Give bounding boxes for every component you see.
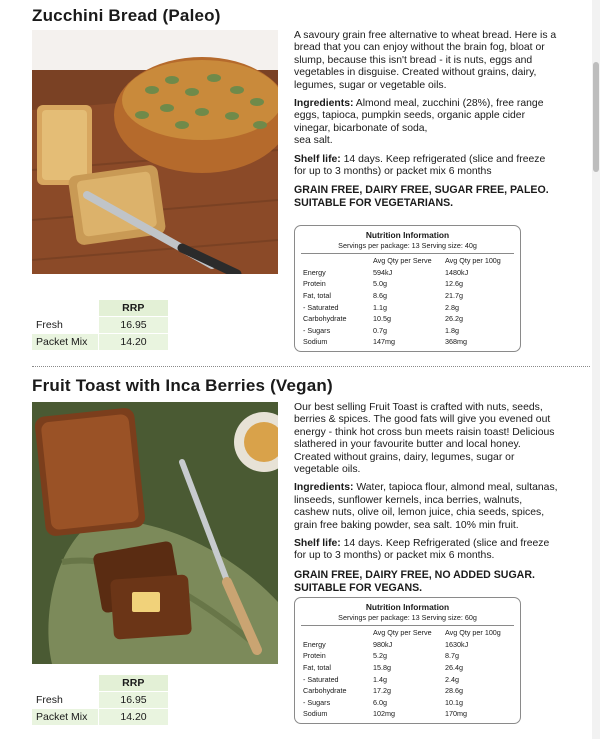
nutrition-title: Nutrition Information bbox=[365, 602, 450, 612]
shelf-life-text bbox=[294, 538, 560, 563]
col-per-100g: Avg Qty per 100g bbox=[445, 256, 501, 266]
rrp-header: RRP bbox=[99, 300, 169, 317]
rrp-item-price: 14.20 bbox=[99, 709, 169, 726]
nutrient-per-serve: 5.0g bbox=[373, 279, 387, 289]
nutrition-row bbox=[295, 639, 520, 651]
rrp-item-name: Packet Mix bbox=[32, 709, 99, 726]
nutrient-name: Protein bbox=[303, 651, 326, 661]
nutrient-per-serve: 8.6g bbox=[373, 291, 387, 301]
shelf-life-value: 14 days. Keep refrigerated (slice and freeze for up to 3 months) or packet mix 6 months bbox=[294, 153, 546, 178]
col-per-100g: Avg Qty per 100g bbox=[445, 628, 501, 638]
ingredients-list: Water, tapioca flour, almond meal, sultanas, linseeds, sunflower kernels, inca berries, walnuts, cashew nuts, olive oil, lemon juice, chia seeds, spices, grain free baking powder, sea salt. 10% min fruit. bbox=[294, 482, 558, 531]
nutrient-per-serve: 102mg bbox=[373, 709, 395, 719]
nutrient-name: Fat, total bbox=[303, 663, 331, 673]
product-title: Fruit Toast with Inca Berries (Vegan) bbox=[32, 376, 333, 395]
scrollbar-thumb[interactable] bbox=[593, 62, 599, 172]
shelf-life-label: Shelf life: bbox=[294, 153, 341, 165]
ingredients-text bbox=[294, 482, 560, 532]
rrp-item-price: 16.95 bbox=[99, 692, 169, 709]
product-description-block bbox=[294, 30, 560, 216]
nutrient-name: Sodium bbox=[303, 709, 328, 719]
nutrient-name: Carbohydrate bbox=[303, 314, 347, 324]
nutrient-per-100g: 8.7g bbox=[445, 651, 459, 661]
nutrition-panel bbox=[294, 225, 521, 352]
ingredients-label: Ingredients: bbox=[294, 98, 354, 110]
rrp-header-row bbox=[32, 300, 168, 317]
nutrition-servings: Servings per package: 13 Serving size: 60g bbox=[301, 613, 514, 626]
product-title: Zucchini Bread (Paleo) bbox=[32, 6, 221, 25]
nutrient-name: - Sugars bbox=[303, 697, 331, 707]
product-description: A savoury grain free alternative to wheat bread. Here is a bread that you can enjoy without the brain fog, bloat or slump, because this isn't bread - it is nuts, eggs and vegetables in disguise. Created without grains, dairy, legumes, sugar or vegetable oils. bbox=[294, 30, 557, 91]
nutrient-per-serve: 0.7g bbox=[373, 325, 387, 335]
nutrient-per-100g: 26.2g bbox=[445, 314, 463, 324]
nutrition-title: Nutrition Information bbox=[365, 230, 450, 240]
rrp-price-table bbox=[32, 675, 168, 726]
nutrition-header-row bbox=[295, 255, 520, 267]
nutrient-per-100g: 1630kJ bbox=[445, 639, 469, 649]
ingredients-label: Ingredients: bbox=[294, 482, 354, 494]
rrp-row bbox=[32, 709, 168, 726]
nutrient-name: Protein bbox=[303, 279, 326, 289]
nutrient-per-serve: 1.1g bbox=[373, 302, 387, 312]
nutrient-name: Carbohydrate bbox=[303, 686, 347, 696]
nutrient-per-serve: 147mg bbox=[373, 337, 395, 347]
nutrient-per-serve: 1.4g bbox=[373, 674, 387, 684]
col-per-serve: Avg Qty per Serve bbox=[373, 256, 432, 266]
nutrient-per-100g: 368mg bbox=[445, 337, 467, 347]
nutrient-per-serve: 980kJ bbox=[373, 639, 393, 649]
nutrition-row bbox=[295, 267, 520, 279]
rrp-item-price: 16.95 bbox=[99, 317, 169, 334]
nutrient-per-100g: 28.6g bbox=[445, 686, 463, 696]
nutrient-per-serve: 594kJ bbox=[373, 267, 393, 277]
vertical-scrollbar[interactable] bbox=[592, 0, 600, 739]
shelf-life-text bbox=[294, 154, 560, 179]
rrp-item-name: Fresh bbox=[32, 692, 99, 709]
rrp-row bbox=[32, 334, 168, 351]
nutrient-per-100g: 2.8g bbox=[445, 302, 459, 312]
zucchini-bread-photo bbox=[32, 30, 278, 274]
nutrient-per-100g: 1480kJ bbox=[445, 267, 469, 277]
ingredients-list-end: sea salt. bbox=[294, 135, 333, 147]
nutrient-per-serve: 6.0g bbox=[373, 697, 387, 707]
dietary-claims: GRAIN FREE, DAIRY FREE, SUGAR FREE, PALEO. SUITABLE FOR VEGETARIANS. bbox=[294, 184, 549, 210]
rrp-item-name: Packet Mix bbox=[32, 334, 99, 351]
section-divider bbox=[32, 366, 590, 367]
nutrient-name: Sodium bbox=[303, 337, 328, 347]
nutrient-name: Fat, total bbox=[303, 291, 331, 301]
nutrient-per-100g: 1.8g bbox=[445, 325, 459, 335]
nutrition-servings: Servings per package: 13 Serving size: 40g bbox=[301, 241, 514, 254]
shelf-life-value: 14 days. Keep Refrigerated (slice and freeze for up to 3 months) or packet mix 6 months. bbox=[294, 538, 550, 562]
ingredients-list: Almond meal, zucchini (28%), free range eggs, tapioca, pumpkin seeds, organic apple cider vinegar, bicarbonate of soda, bbox=[294, 98, 544, 134]
nutrient-per-serve: 17.2g bbox=[373, 686, 391, 696]
nutrition-row bbox=[295, 325, 520, 337]
nutrient-per-serve: 10.5g bbox=[373, 314, 391, 324]
nutrition-row bbox=[295, 650, 520, 662]
nutrient-name: - Sugars bbox=[303, 325, 331, 335]
rrp-row bbox=[32, 692, 168, 709]
nutrient-name: Energy bbox=[303, 639, 326, 649]
nutrition-row bbox=[295, 290, 520, 302]
nutrition-row bbox=[295, 336, 520, 348]
fruit-toast-photo bbox=[32, 402, 278, 664]
dietary-claims: GRAIN FREE, DAIRY FREE, NO ADDED SUGAR. SUITABLE FOR VEGANS. bbox=[294, 568, 535, 594]
nutrient-name: Energy bbox=[303, 267, 326, 277]
nutrient-per-100g: 21.7g bbox=[445, 291, 463, 301]
nutrition-header-row bbox=[295, 627, 520, 639]
product-description: Our best selling Fruit Toast is crafted with nuts, seeds, berries & spices. The good fats will give you evened out energy - think hot cross bun meets raisin toast! Delicious slathered in your favourite butter and local honey. Created without grains, dairy, legumes, sugar or vegetable oils. bbox=[294, 402, 555, 476]
nutrient-per-100g: 2.4g bbox=[445, 674, 459, 684]
nutrition-row bbox=[295, 697, 520, 709]
col-per-serve: Avg Qty per Serve bbox=[373, 628, 432, 638]
rrp-item-name: Fresh bbox=[32, 317, 99, 334]
nutrition-row bbox=[295, 301, 520, 313]
nutrition-panel bbox=[294, 597, 521, 724]
nutrient-per-100g: 12.6g bbox=[445, 279, 463, 289]
nutrition-row bbox=[295, 278, 520, 290]
nutrient-per-100g: 26.4g bbox=[445, 663, 463, 673]
nutrition-row bbox=[295, 708, 520, 720]
ingredients-text bbox=[294, 98, 560, 148]
nutrient-per-serve: 5.2g bbox=[373, 651, 387, 661]
product-description-block bbox=[294, 402, 560, 601]
rrp-item-price: 14.20 bbox=[99, 334, 169, 351]
rrp-header: RRP bbox=[99, 675, 169, 692]
nutrition-table bbox=[295, 255, 520, 348]
rrp-price-table bbox=[32, 300, 168, 351]
nutrient-per-100g: 10.1g bbox=[445, 697, 463, 707]
product-zucchini-bread bbox=[0, 0, 590, 370]
nutrient-per-serve: 15.8g bbox=[373, 663, 391, 673]
nutrient-per-100g: 170mg bbox=[445, 709, 467, 719]
shelf-life-label: Shelf life: bbox=[294, 538, 341, 550]
rrp-row bbox=[32, 317, 168, 334]
product-fruit-toast bbox=[0, 370, 590, 739]
nutrition-row bbox=[295, 673, 520, 685]
nutrition-table bbox=[295, 627, 520, 720]
nutrient-name: - Saturated bbox=[303, 674, 339, 684]
nutrition-row bbox=[295, 313, 520, 325]
nutrition-row bbox=[295, 662, 520, 674]
nutrition-row bbox=[295, 685, 520, 697]
rrp-header-row bbox=[32, 675, 168, 692]
nutrient-name: - Saturated bbox=[303, 302, 339, 312]
